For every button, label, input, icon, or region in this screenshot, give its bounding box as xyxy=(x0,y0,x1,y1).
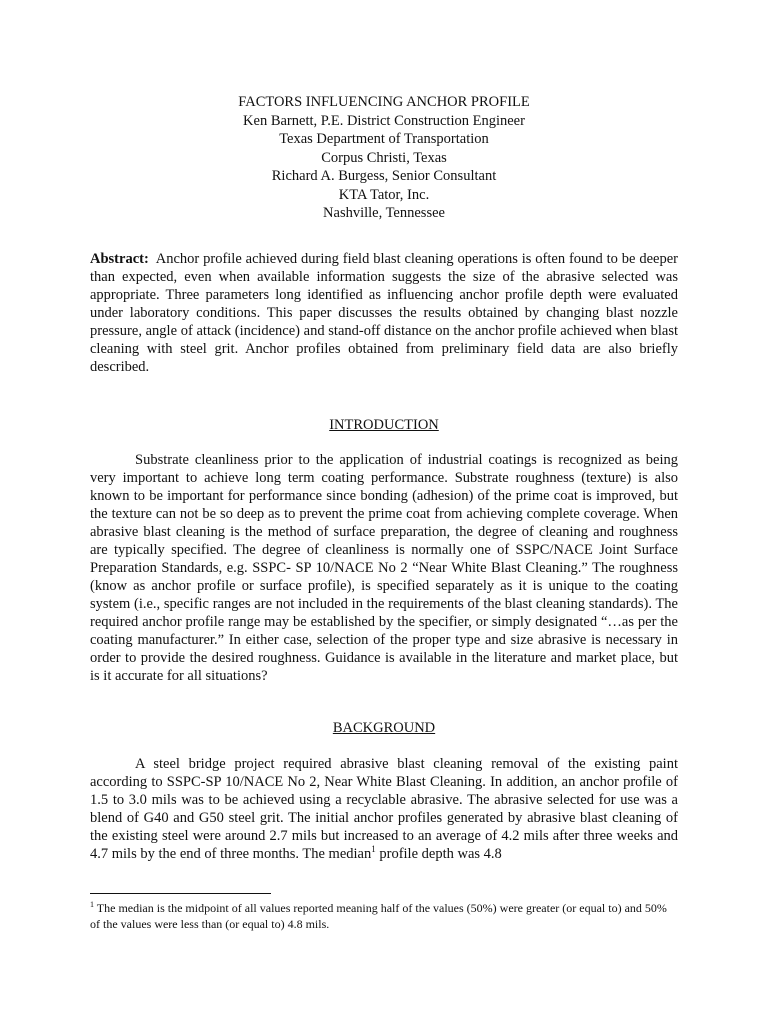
footnote xyxy=(90,900,678,932)
author-1-affiliation: Texas Department of Transportation xyxy=(279,131,489,147)
author-2-name: Richard A. Burgess, Senior Consultant xyxy=(271,168,497,184)
footnote-text: The median is the midpoint of all values reported meaning half of the values (50%) were greater (or equal to) and 50% of the values were less than (or equal to) 4.8 mils. xyxy=(90,901,667,931)
background-text: A steel bridge project required abrasive blast cleaning removal of the existing paint according to SSPC-SP 10/NACE No 2, Near White Blast Cleaning. In addition, an anchor profile of 1.5 to 3.0 mils was to be achieved using a recyclable abrasive. The abrasive selected for use was a blend of G40 and G50 steel grit. The initial anchor profiles generated by abrasive blast cleaning of the existing steel were around 2.7 mils but increased to an average of 4.2 mils after three weeks and 4.7 mils by the end of three months. The median xyxy=(90,756,678,862)
background-heading: BACKGROUND xyxy=(332,720,436,736)
footnote-reference[interactable]: 1 xyxy=(371,844,376,855)
background-text-continued: profile depth was 4.8 xyxy=(375,846,502,862)
abstract-label: Abstract: xyxy=(90,251,149,267)
author-1-name: Ken Barnett, P.E. District Construction Engineer xyxy=(243,112,525,129)
title-block xyxy=(90,93,678,223)
footnote-marker: 1 xyxy=(90,900,94,909)
background-paragraph xyxy=(90,755,678,863)
introduction-heading: INTRODUCTION xyxy=(329,417,439,433)
abstract-paragraph xyxy=(90,250,678,376)
author-1-location: Corpus Christi, Texas xyxy=(321,149,447,166)
introduction-paragraph: Substrate cleanliness prior to the application of industrial coatings is recognized as being very important to achieve long term coating performance. Substrate roughness (texture) is also known to be important for performance since bonding (adhesion) of the prime coat is improved, but the texture can not be so deep as to prevent the prime coat from achieving complete coverage. When abrasive blast cleaning is the method of surface preparation, the degree of cleaning and roughness are typically specified. The degree of cleanliness is normally one of SSPC/NACE Joint Surface Preparation Standards, e.g. SSPC- SP 10/NACE No 2 “Near White Blast Cleaning.” The roughness (know as anchor profile or surface profile), is specified separately as it is unique to the coating system (i.e., specific ranges are not included in the requirements of the blast cleaning standards). The required anchor profile range may be established by the specifier, or simply designated “…as per the coating manufacturer.” In either case, selection of the proper type and size abrasive is necessary in order to provide the desired roughness. Guidance is available in the literature and market place, but is it accurate for all situations? xyxy=(90,452,678,684)
author-2-location: Nashville, Tennessee xyxy=(323,205,445,221)
paper-title: FACTORS INFLUENCING ANCHOR PROFILE xyxy=(238,94,530,110)
footnote-divider xyxy=(90,893,271,894)
author-2-affiliation: KTA Tator, Inc. xyxy=(338,186,430,203)
abstract-text: Anchor profile achieved during field blast cleaning operations is often found to be deeper than expected, even when available information suggests the size of the abrasive selected was appropriate. Three parameters long identified as influencing anchor profile depth were evaluated under laboratory conditions. This paper discusses the results obtained by changing blast nozzle pressure, angle of attack (incidence) and stand-off distance on the anchor profile achieved when blast cleaning with steel grit. Anchor profiles obtained from preliminary field data are also briefly described. xyxy=(90,251,678,375)
